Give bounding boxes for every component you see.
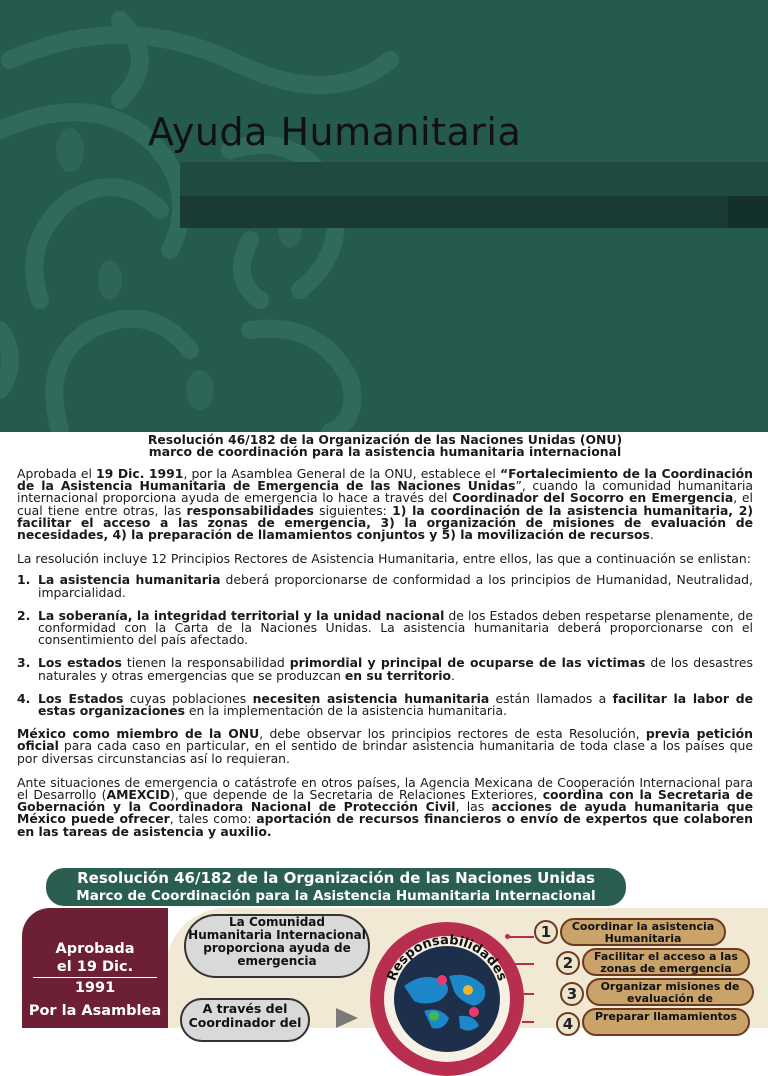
paragraph-approval: Aprobada el 19 Dic. 1991, por la Asamblea General de la ONU, establece el “Fortalecimiento de la Coordinación de la Asistencia Humanitaria de Emergencia de las Naciones Unidas”, cuando la comunidad humanitaria internacional proporciona ayuda de emergencia lo hace a través del Coordinador del Socorro en Emergencia, el cual tiene entre otras, las responsabilidades siguientes: 1) la coordinación de la asistencia humanitaria, 2) facilitar el acceso a las zonas de emergencia, 3) la organización de misiones de evaluación de necesidades, 4) la preparación de llamamientos conjuntos y 5) la movilización de recursos. — [17, 466, 753, 543]
principle-text: La asistencia humanitaria deberá proporcionarse de conformidad a los principios de Humanidad, Neutralidad, imparcialidad. — [38, 572, 753, 600]
approval-assembly: Por la Asamblea — [28, 1003, 162, 1019]
approval-divider — [33, 977, 157, 978]
responsibility-item: Organizar misiones de evaluación de — [586, 978, 754, 1006]
banner-title: Resolución 46/182 de la Organización de las Naciones Unidas — [77, 869, 595, 887]
decorative-band-dark — [180, 196, 768, 228]
principle-text: Los estados tienen la responsabilidad primordial y principal de ocuparse de las victimas de los desastres naturales y otras emergencias que se produzcan en su territorio. — [38, 655, 753, 683]
title-slide — [0, 0, 768, 432]
slide-title: Ayuda Humanitaria — [148, 110, 522, 154]
document-body — [17, 434, 753, 838]
principle-number: 3. — [17, 655, 31, 671]
connector-line — [508, 936, 534, 938]
paragraph-mexico: México como miembro de la ONU, debe observar los principios rectores de esta Resolución, previa petición oficial para cada caso en particular, en el sentido de brindar asistencia humanitaria de toda clase a los países que por diversas circunstancias así lo requieran. — [17, 726, 753, 766]
approval-panel — [22, 908, 168, 1028]
principle-text: La soberanía, la integridad territorial y la unidad nacional de los Estados deben respetarse plenamente, de conformidad con la Carta de la Naciones Unidas. La asistencia humanitaria deberá proporcionarse con el consentimiento del país afectado. — [38, 607, 753, 648]
coordinator-callout: A través del Coordinador del — [180, 998, 310, 1042]
infographic — [0, 866, 768, 1033]
arrow-right-icon — [336, 1008, 358, 1028]
principle-number: 2. — [17, 607, 31, 623]
connector-line — [514, 963, 534, 965]
responsibility-number: 2 — [556, 951, 580, 975]
approval-date: el 19 Dic. — [56, 959, 134, 975]
principle-number: 4. — [17, 690, 31, 706]
infographic-banner — [46, 868, 626, 906]
approval-year: 1991 — [74, 980, 116, 996]
community-callout: La Comunidad Humanitaria Internacional proporciona ayuda de emergencia — [184, 914, 370, 978]
paragraph-amexcid: Ante situaciones de emergencia o catástrofe en otros países, la Agencia Mexicana de Cooperación Internacional para el Desarrollo (AMEXCID), que depende de la Secretaria de Relaciones Exteriores, coordina con la Secretaria de Gobernación y la Coordinadora Nacional de Protección Civil, las acciones de ayuda humanitaria que México puede ofrecer, tales como: aportación de recursos financieros o envío de expertos que colaboren en las tareas de asistencia y auxilio. — [17, 774, 754, 839]
paragraph-principles-intro: La resolución incluye 12 Principios Rectores de Asistencia Humanitaria, entre ellos, las que a continuación se enlistan: — [17, 551, 751, 567]
responsibility-number: 4 — [556, 1012, 580, 1036]
responsibility-item: Preparar llamamientos — [582, 1008, 750, 1036]
principle-item — [17, 690, 753, 719]
document-heading-line1: Resolución 46/182 de la Organización de las Naciones Unidas (ONU) — [147, 432, 623, 447]
decorative-band — [180, 162, 768, 196]
connector-dot — [505, 934, 510, 939]
responsibility-item: Facilitar el acceso a las zonas de emergencia — [582, 948, 750, 976]
principle-item — [17, 574, 753, 598]
principle-text: Los Estados cuyas poblaciones necesiten asistencia humanitaria están llamados a facilitar la labor de estas organizaciones en la implementación de la asistencia humanitaria. — [38, 690, 753, 719]
principle-number: 1. — [17, 572, 31, 588]
principle-item — [17, 607, 753, 648]
approval-label: Aprobada — [55, 941, 135, 957]
principles-list — [17, 574, 753, 728]
responsibility-item: Coordinar la asistencia Humanitaria — [560, 918, 726, 946]
globe-label: Responsabilidades — [384, 932, 510, 984]
principle-item — [17, 657, 753, 681]
connector-line — [520, 993, 534, 995]
document-heading-line2: marco de coordinación para la asistencia humanitaria internacional — [148, 444, 622, 459]
responsibility-number: 1 — [534, 920, 558, 944]
banner-subtitle: Marco de Coordinación para la Asistencia Humanitaria Internacional — [76, 888, 596, 904]
responsibilities-globe — [370, 922, 524, 1076]
responsibility-number: 3 — [560, 982, 584, 1006]
connector-line — [522, 1021, 534, 1023]
